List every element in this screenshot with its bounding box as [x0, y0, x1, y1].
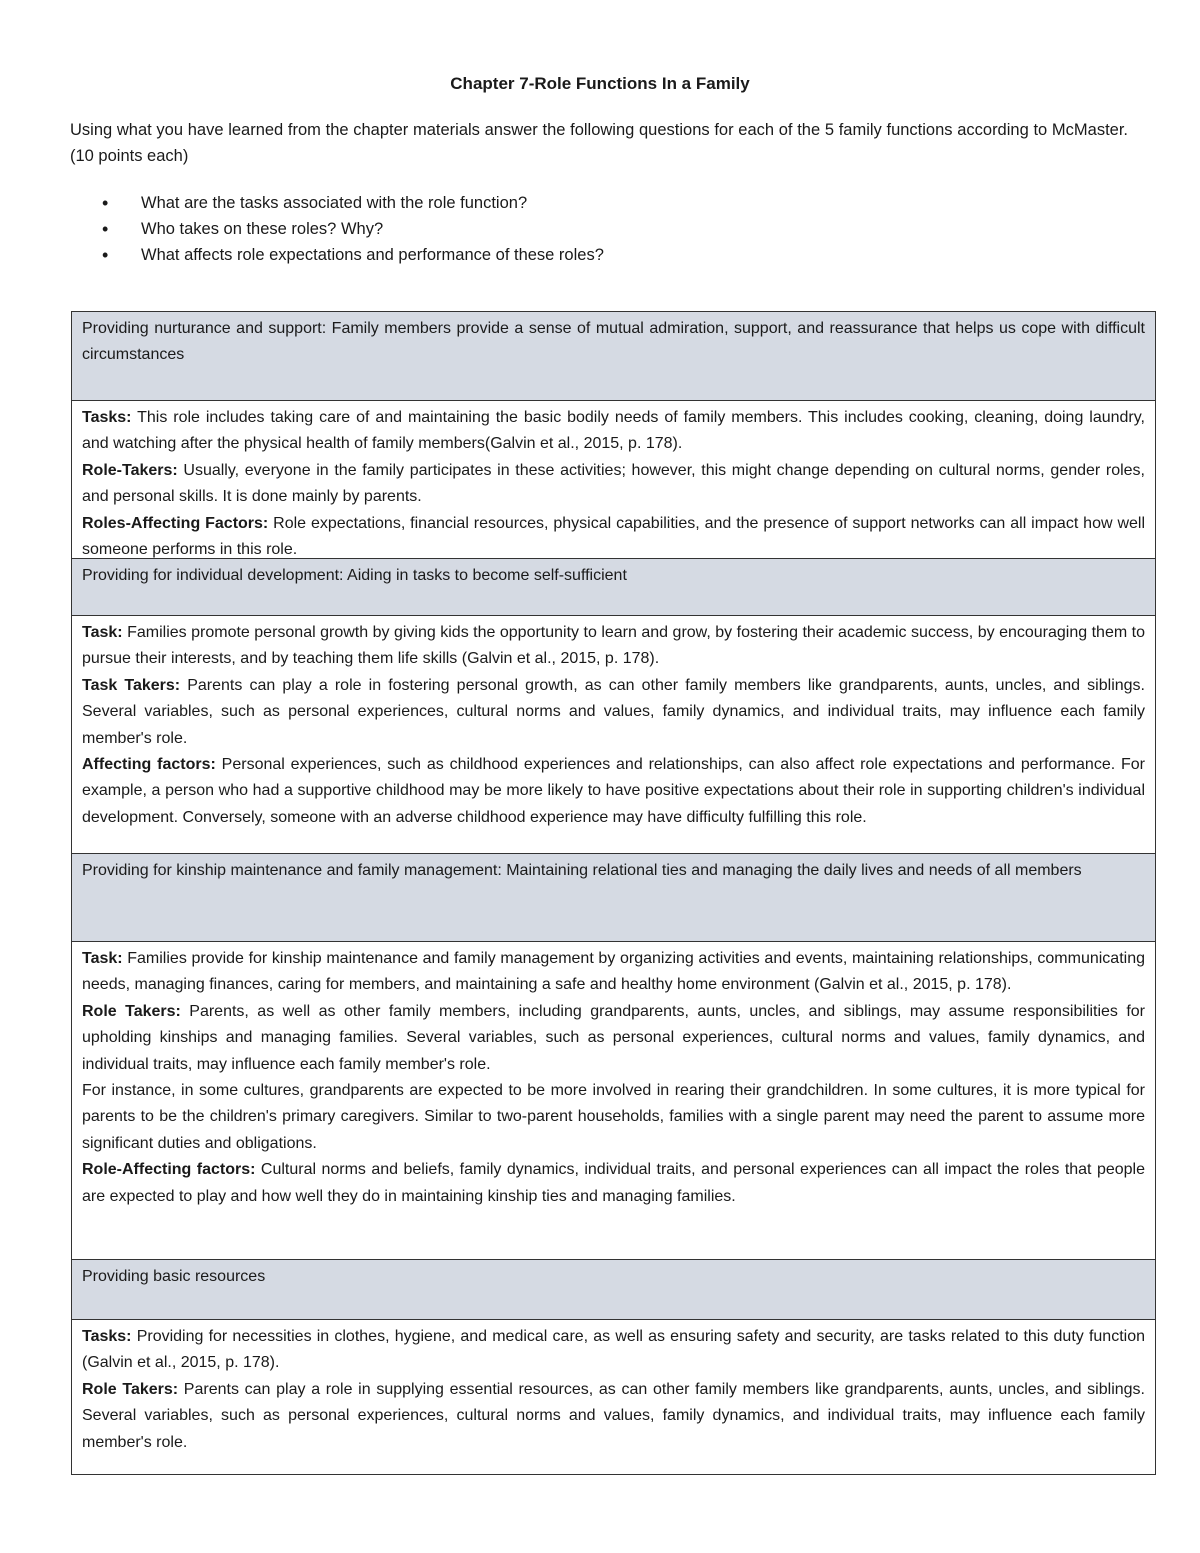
- section-header-text: Providing basic resources: [82, 1268, 266, 1285]
- body-paragraph: [82, 458, 1145, 511]
- body-label: Roles-Affecting Factors:: [82, 514, 269, 532]
- section-header-development: [72, 558, 1155, 615]
- body-paragraph: [82, 511, 1145, 558]
- intro-paragraph: Using what you have learned from the chapter materials answer the following questions for each of the 5 family functions according to McMaster. (10 points each): [70, 121, 1128, 165]
- body-paragraph: [82, 1078, 1145, 1157]
- body-label: Role-Affecting factors:: [82, 1161, 256, 1179]
- body-text: Families provide for kinship maintenance and family management by organizing activities and events, maintaining relationships, communicating needs, managing finances, caring for members, and maintaining a safe and healthy home environment (Galvin et al., 2015, p. 178).: [82, 950, 1145, 994]
- body-paragraph: [82, 620, 1145, 673]
- page-title: Chapter 7-Role Functions In a Family: [450, 74, 750, 93]
- body-label: Role Takers:: [82, 1002, 181, 1020]
- role-functions-table: [71, 311, 1156, 1475]
- body-label: Tasks:: [82, 1328, 132, 1345]
- section-body-kinship: [72, 941, 1155, 1259]
- section-header-text: Providing for individual development: Aiding in tasks to become self-sufficient: [82, 567, 627, 584]
- body-paragraph: [82, 752, 1145, 831]
- body-paragraph: [82, 999, 1145, 1078]
- question-item: • What are the tasks associated with the role function?: [70, 190, 1070, 216]
- body-text: Parents can play a role in supplying essential resources, as can other family members like grandparents, aunts, uncles, and siblings. Several variables, such as personal experiences, cultural norms and values, family dynamics, and individual traits, may influence each family member's role.: [82, 1380, 1145, 1451]
- body-label: Affecting factors:: [82, 756, 216, 774]
- question-list: [70, 190, 1070, 268]
- body-label: Task:: [82, 950, 123, 967]
- section-header-nurturance: [72, 312, 1155, 400]
- body-label: Role-Takers:: [82, 461, 178, 479]
- section-header-text: Providing for kinship maintenance and family management: Maintaining relational ties and managing the daily lives and needs of all members: [82, 862, 1082, 879]
- body-paragraph: [82, 1157, 1145, 1210]
- question-item: • Who takes on these roles? Why?: [70, 216, 1070, 242]
- body-label: Task:: [82, 624, 123, 641]
- body-text: Providing for necessities in clothes, hygiene, and medical care, as well as ensuring safety and security, are tasks related to this duty function (Galvin et al., 2015, p. 178).: [82, 1328, 1145, 1372]
- body-paragraph: [82, 405, 1145, 458]
- section-header-kinship: [72, 853, 1155, 941]
- body-label: Tasks:: [82, 409, 132, 426]
- section-header-resources: [72, 1259, 1155, 1319]
- body-label: Task Takers:: [82, 676, 181, 694]
- body-label: Role Takers:: [82, 1380, 179, 1398]
- body-text: Usually, everyone in the family participates in these activities; however, this might change depending on cultural norms, gender roles, and personal skills. It is done mainly by parents.: [82, 461, 1145, 506]
- body-paragraph: [82, 946, 1145, 999]
- body-paragraph: [82, 1324, 1145, 1377]
- body-paragraph: [82, 673, 1145, 752]
- body-text: Personal experiences, such as childhood experiences and relationships, can also affect role expectations and performance. For example, a person who had a supportive childhood may be more likely to have positive expectations about their role in supporting children's individual development. Conversely, someone with an adverse childhood experience may have difficulty fulfilling this role.: [82, 756, 1145, 826]
- body-text: For instance, in some cultures, grandparents are expected to be more involved in rearing their grandchildren. In some cultures, it is more typical for parents to be the children's primary caregivers. Similar to two-parent households, families with a single parent may need the parent to assume more significant duties and obligations.: [82, 1082, 1145, 1152]
- body-text: Parents can play a role in fostering personal growth, as can other family members like grandparents, aunts, uncles, and siblings. Several variables, such as personal experiences, cultural norms and values, family dynamics, and individual traits, may influence each family member's role.: [82, 676, 1145, 747]
- body-text: Role expectations, financial resources, physical capabilities, and the presence of support networks can all impact how well someone performs in this role.: [82, 514, 1145, 558]
- section-header-text: Providing nurturance and support: Family members provide a sense of mutual admiration, support, and reassurance that helps us cope with difficult circumstances: [82, 320, 1145, 364]
- section-body-development: [72, 615, 1155, 853]
- body-text: This role includes taking care of and maintaining the basic bodily needs of family members. This includes cooking, cleaning, doing laundry, and watching after the physical health of family members(Galvin et al., 2015, p. 178).: [82, 409, 1145, 453]
- question-item: • What affects role expectations and performance of these roles?: [70, 242, 1070, 268]
- body-text: Families promote personal growth by giving kids the opportunity to learn and grow, by fostering their academic success, by encouraging them to pursue their interests, and by teaching them life skills (Galvin et al., 2015, p. 178).: [82, 624, 1145, 668]
- body-paragraph: [82, 1377, 1145, 1456]
- section-body-nurturance: [72, 400, 1155, 558]
- body-text: Cultural norms and beliefs, family dynamics, individual traits, and personal experiences can all impact the roles that people are expected to play and how well they do in maintaining kinship ties and managing families.: [82, 1161, 1145, 1205]
- body-text: Parents, as well as other family members, including grandparents, aunts, uncles, and siblings, may assume responsibilities for upholding kinships and managing families. Several variables, such as personal experiences, cultural norms and values, family dynamics, and individual traits, may influence each family member's role.: [82, 1002, 1145, 1073]
- section-body-resources: [72, 1319, 1155, 1474]
